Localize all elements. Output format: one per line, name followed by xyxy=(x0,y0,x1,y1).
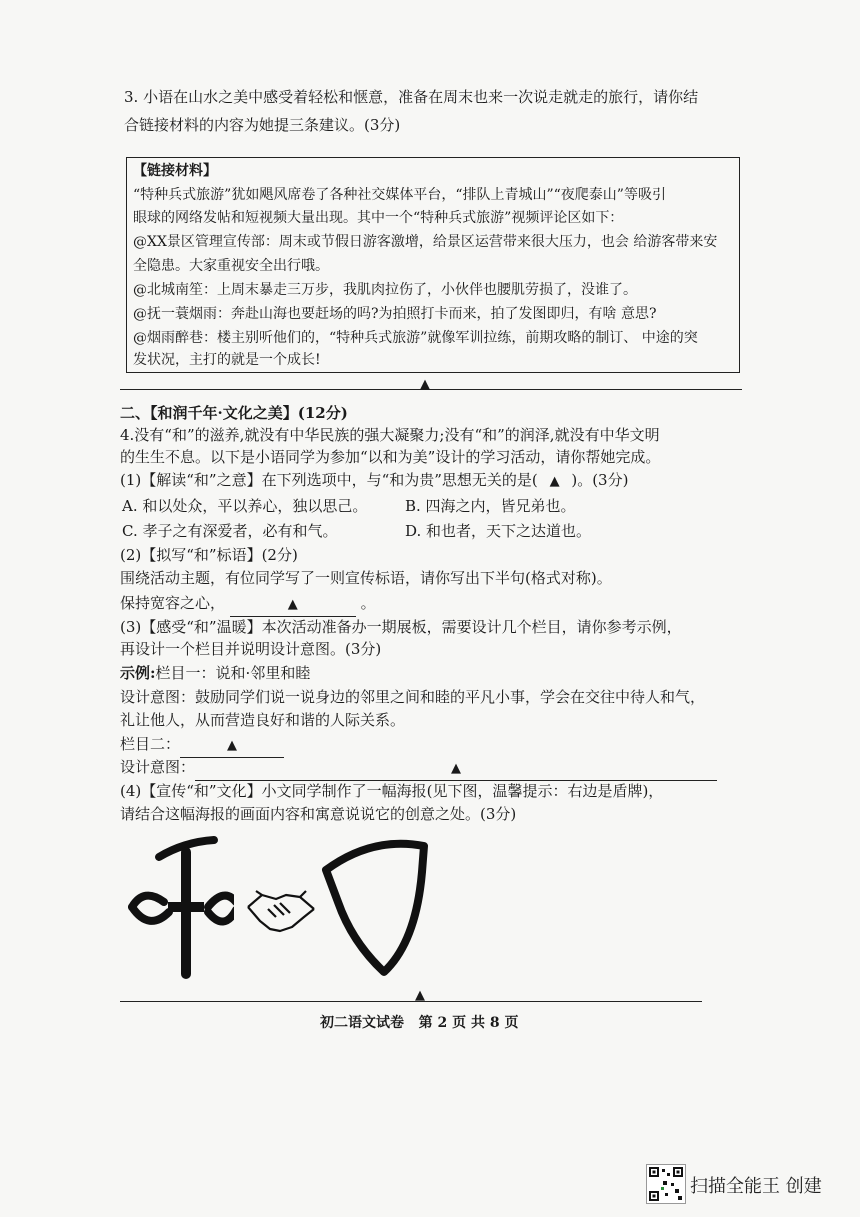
intent-blank[interactable] xyxy=(195,756,717,781)
link-box-line: @XX景区管理宣传部：周末或节假日游客激增，给景区运营带来很大压力，也会 给游客带来安 xyxy=(133,234,718,250)
answer-mark: ▲ xyxy=(287,597,298,612)
link-box-line: 全隐患。大家重视安全出行哦。 xyxy=(133,258,329,274)
poster-he-character xyxy=(124,832,234,982)
q4-2-slogan xyxy=(120,592,376,617)
q4-3-line2: 再设计一个栏目并说明设计意图。(3分) xyxy=(120,640,382,658)
qr-code-icon xyxy=(646,1164,686,1204)
col2-blank[interactable] xyxy=(180,733,284,758)
example-text: 栏目一：说和·邻里和睦 xyxy=(155,664,311,682)
q4-3-line1: (3)【感受“和”温暖】本次活动准备办一期展板，需要设计几个栏目，请你参考示例， xyxy=(120,618,682,636)
link-box-line: 发状况，主打的就是一个成长! xyxy=(133,352,321,368)
option-b: B. 四海之内，皆兄弟也。 xyxy=(405,497,576,515)
handshake-icon xyxy=(246,887,316,935)
link-box-line: 眼球的网络发帖和短视频大量出现。其中一个“特种兵式旅游”视频评论区如下： xyxy=(133,210,624,226)
q4-intro-2: 的生生不息。以下是小语同学为参加“以和为美”设计的学习活动，请你帮她完成。 xyxy=(120,448,661,466)
intent-label: 设计意图： xyxy=(120,758,196,776)
q4-1-stem-text: (1)【解读“和”之意】在下列选项中，与“和为贵”思想无关的是( xyxy=(120,471,538,489)
q4-3-example xyxy=(120,662,310,684)
answer-mark: ▲ xyxy=(549,474,560,489)
answer-line xyxy=(120,1001,702,1002)
q4-4-line2: 请结合这幅海报的画面内容和寓意说说它的创意之处。(3分) xyxy=(120,805,517,823)
section-heading: 二、【和润千年·文化之美】(12分) xyxy=(120,404,348,422)
link-box-line: @烟雨醉巷：楼主别听他们的，“特种兵式旅游”就像军训拉练，前期攻略的制订、 中途的突 xyxy=(133,330,698,346)
answer-line xyxy=(120,389,742,390)
q4-1-stem xyxy=(120,469,628,493)
link-box-line: @抚一蓑烟雨：奔赴山海也要赶场的吗?为拍照打卡而来，拍了发图即归，有啥 意思? xyxy=(133,306,657,322)
answer-mark: ▲ xyxy=(451,761,462,776)
shield-icon xyxy=(312,832,442,982)
q4-3-col2 xyxy=(120,733,284,758)
slogan-lead: 保持宽容之心， xyxy=(120,594,226,612)
q4-3-intent-answer xyxy=(120,756,717,781)
q4-4-line1: (4)【宣传“和”文化】小文同学制作了一幅海报(见下图，温馨提示：右边是盾牌)， xyxy=(120,782,664,800)
option-c: C. 孝子之有深爱者，必有和气。 xyxy=(122,522,338,540)
q4-3-intent2: 礼让他人，从而营造良好和谐的人际关系。 xyxy=(120,711,406,729)
q3-line1: 3. 小语在山水之美中感受着轻松和惬意，准备在周末也来一次说走就走的旅行，请你结 xyxy=(124,88,699,106)
page-footer: 初二语文试卷 第 2 页 共 8 页 xyxy=(320,1015,519,1031)
scanner-watermark: 扫描全能王 创建 xyxy=(690,1176,822,1197)
link-box-title: 【链接材料】 xyxy=(133,163,217,179)
option-d: D. 和也者，天下之达道也。 xyxy=(405,522,592,540)
slogan-end: 。 xyxy=(360,594,376,612)
q4-intro-1: 4.没有“和”的滋养,就没有中华民族的强大凝聚力;没有“和”的润泽,就没有中华文明 xyxy=(120,426,660,444)
answer-mark: ▲ xyxy=(420,377,430,392)
q4-3-intent1: 设计意图：鼓励同学们说一说身边的邻里之间和睦的平凡小事，学会在交往中待人和气， xyxy=(120,688,706,706)
answer-mark: ▲ xyxy=(415,988,425,1003)
example-label: 示例: xyxy=(120,664,156,682)
option-a: A. 和以处众，平以养心，独以思己。 xyxy=(122,497,368,515)
poster xyxy=(124,832,454,982)
q3-line2: 合链接材料的内容为她提三条建议。(3分) xyxy=(124,116,401,134)
q4-2-title: (2)【拟写“和”标语】(2分) xyxy=(120,546,298,564)
link-box-line: “特种兵式旅游”犹如飓风席卷了各种社交媒体平台，“排队上青城山”“夜爬泰山”等吸引 xyxy=(133,187,666,203)
col2-label: 栏目二： xyxy=(120,735,181,753)
slogan-blank[interactable] xyxy=(230,592,356,617)
q4-1-stem-tail: )。(3分) xyxy=(571,471,629,489)
q4-2-desc: 围绕活动主题，有位同学写了一则宣传标语，请你写出下半句(格式对称)。 xyxy=(120,569,612,587)
answer-mark: ▲ xyxy=(227,738,238,753)
link-material-box xyxy=(126,157,740,373)
link-box-line: @北城南笙：上周末暴走三万步，我肌肉拉伤了，小伙伴也腰肌劳损了，没谁了。 xyxy=(133,282,637,298)
